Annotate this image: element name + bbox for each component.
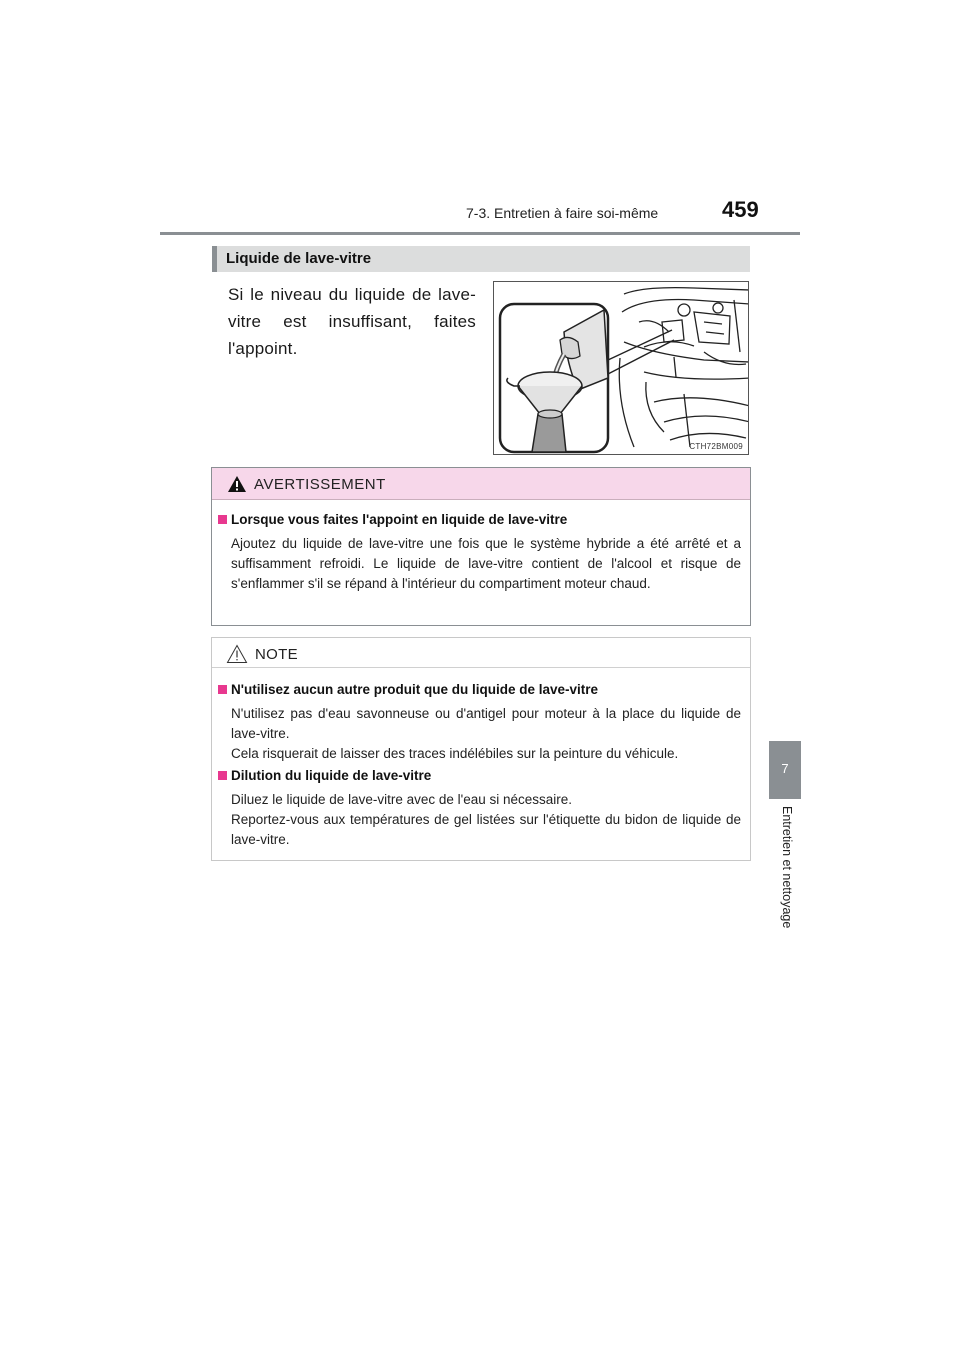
note-item-body: Diluez le liquide de lave-vitre avec de l'eau si nécessaire. Reportez-vous aux températures de gel listées sur l'étiquette du bidon de liquide de lave-vitre.	[231, 792, 741, 847]
warning-box	[211, 467, 751, 626]
page-number: 459	[722, 197, 759, 222]
chapter-tab-label: Entretien et nettoyage	[780, 806, 794, 929]
bullet-square-icon	[218, 771, 227, 780]
warning-triangle-icon	[227, 475, 247, 493]
note-header	[212, 638, 750, 668]
caution-triangle-outline-icon	[226, 644, 248, 664]
chapter-tab	[769, 741, 801, 799]
bullet-square-icon	[218, 515, 227, 524]
washer-fluid-drawing	[494, 282, 749, 455]
note-title: NOTE	[255, 646, 298, 663]
bullet-square-icon	[218, 685, 227, 694]
chapter-tab-number: 7	[781, 761, 789, 776]
note-item-heading: N'utilisez aucun autre produit que du liquide de lave-vitre	[218, 682, 598, 697]
warning-item-heading: Lorsque vous faites l'appoint en liquide de lave-vitre	[218, 512, 567, 527]
note-item-heading: Dilution du liquide de lave-vitre	[218, 768, 431, 783]
section-heading: Liquide de lave-vitre	[212, 246, 750, 272]
section-intro-text: Si le niveau du liquide de lave-vitre est insuffisant, faites l'appoint.	[228, 285, 476, 358]
warning-item-body: Ajoutez du liquide de lave-vitre une fois que le système hybride a été arrêté et a suffisamment refroidi. Le liquide de lave-vitre contient de l'alcool et risque de s'enflammer s'il se répand à l'intérieur du compartiment moteur chaud.	[231, 536, 741, 591]
header-section-title: 7-3. Entretien à faire soi-même	[466, 205, 659, 221]
warning-title: AVERTISSEMENT	[254, 476, 386, 493]
warning-header	[212, 468, 750, 500]
figure-code: CTH72BM009	[689, 442, 743, 451]
note-item-body: N'utilisez pas d'eau savonneuse ou d'antigel pour moteur à la place du liquide de lave-vitre. Cela risquerait de laisser des traces indélébiles sur la peinture du véhicule.	[231, 706, 741, 761]
washer-fluid-illustration	[493, 281, 749, 455]
header-rule	[160, 232, 800, 235]
note-box	[211, 637, 751, 861]
